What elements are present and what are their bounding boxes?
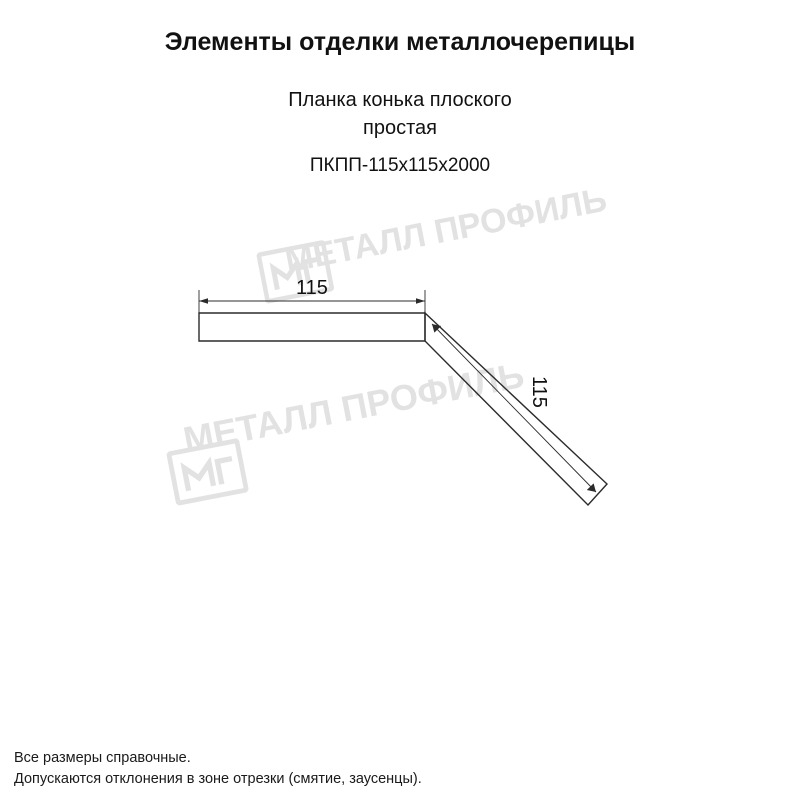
dimension-line-right	[432, 324, 596, 492]
watermark-text-bottom: МЕТАЛЛ ПРОФИЛЬ	[180, 354, 528, 461]
profile-right-segment	[425, 313, 607, 505]
watermark-text-top: МЕТАЛЛ ПРОФИЛЬ	[282, 180, 610, 281]
footer-notes	[14, 748, 422, 790]
product-code: ПКПП-115х115х2000	[309, 155, 491, 176]
page-title: Элементы отделки металлочерепицы	[164, 28, 636, 56]
footer-note-1: Все размеры справочные.	[14, 750, 191, 766]
profile-left-segment	[199, 313, 425, 341]
dimension-label-top: 115	[296, 277, 328, 299]
dimension-line-top	[199, 298, 425, 304]
dimension-label-right: 115	[528, 376, 550, 408]
footer-note-2: Допускаются отклонения в зоне отрезки (смятие, заусенцы).	[14, 771, 422, 787]
product-name-line-1: Планка конька плоского	[288, 89, 512, 111]
technical-drawing	[0, 200, 800, 620]
product-name-line-2: простая	[363, 117, 437, 139]
product-name	[0, 86, 800, 142]
